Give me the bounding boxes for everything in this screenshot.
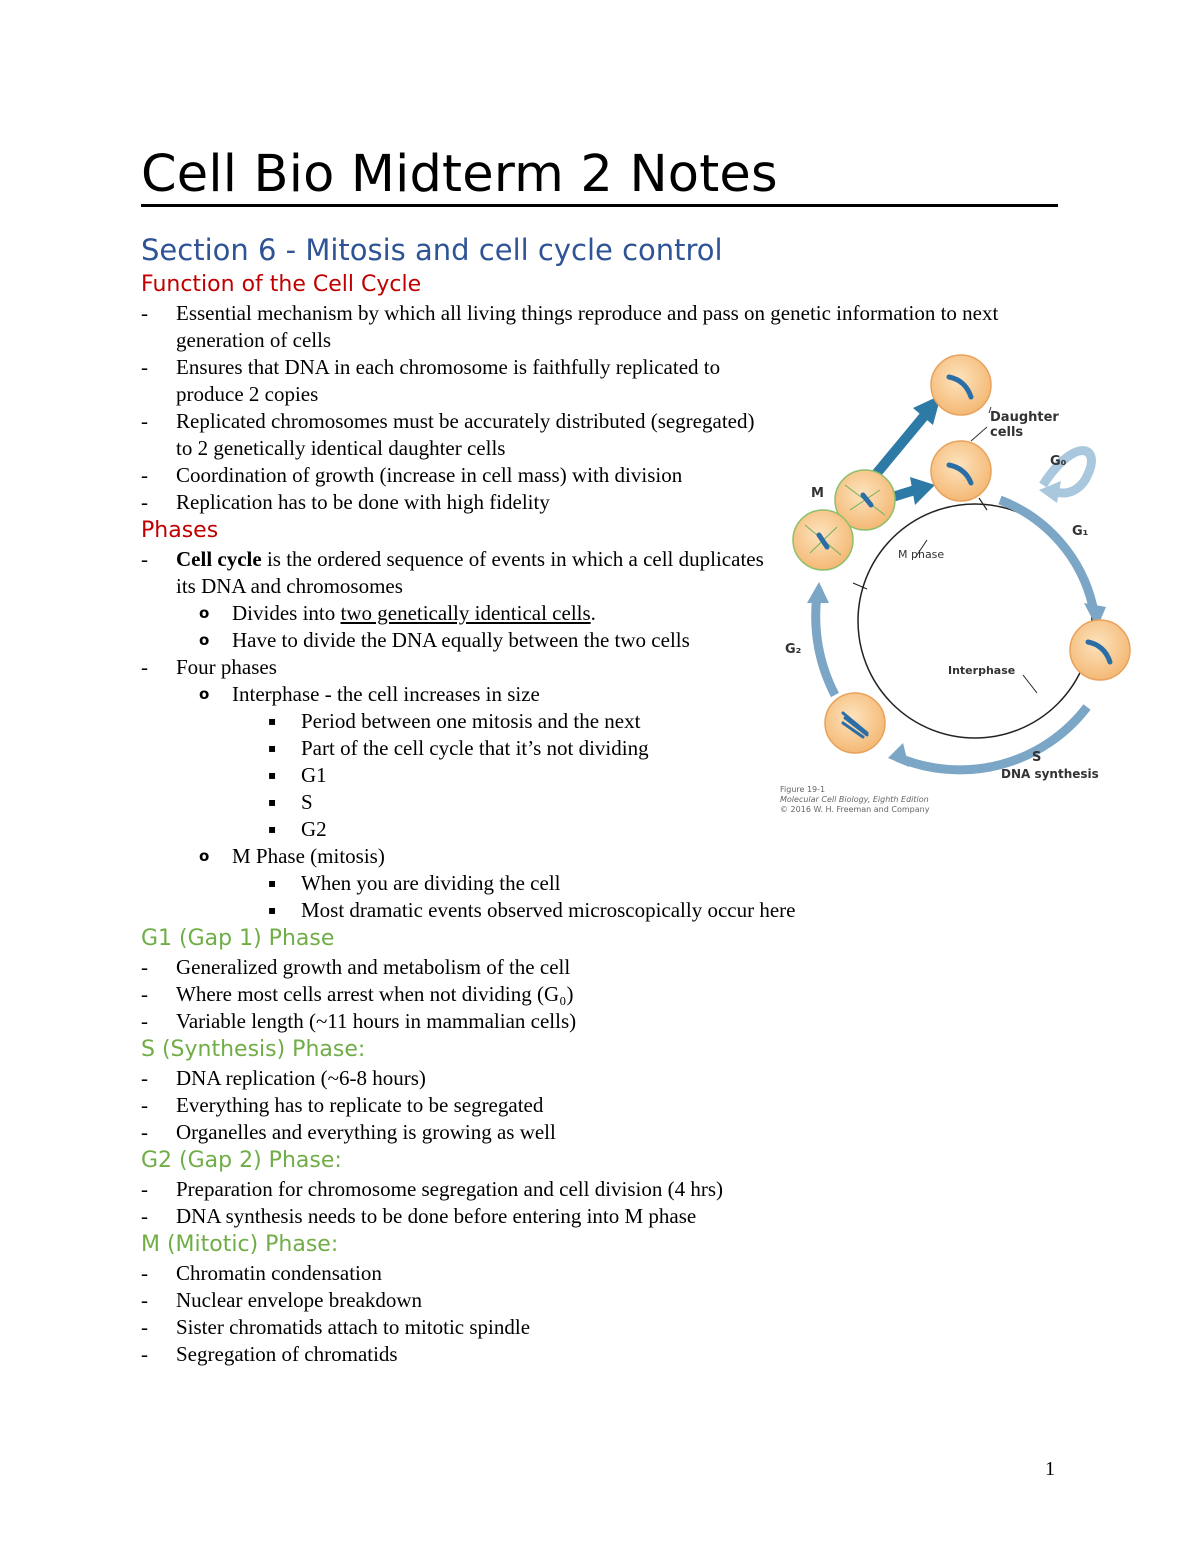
s-phase-cell: [825, 693, 885, 753]
item-text: is the ordered sequence of events in which a cell duplicates its DNA and chromosomes: [176, 547, 764, 598]
bullet-marker: ▪: [268, 903, 277, 917]
item-text: DNA synthesis needs to be done before entering into M phase: [176, 1204, 697, 1228]
subheading: Function of the Cell Cycle: [141, 272, 422, 297]
item-text: Organelles and everything is growing as well: [176, 1120, 556, 1144]
bullet-marker: -: [141, 1177, 148, 1201]
label-daughter: Daughter: [990, 410, 1059, 425]
list-item: [141, 870, 1071, 897]
bullet-marker: -: [141, 1204, 148, 1228]
list-item: [141, 1203, 1071, 1230]
item-text: Segregation of chromatids: [176, 1342, 398, 1366]
list-item: [141, 1341, 1071, 1368]
list-item: [141, 1065, 1071, 1092]
list-item: [141, 408, 766, 462]
list-item: [141, 897, 1071, 924]
item-text: Preparation for chromosome segregation and cell division (4 hrs): [176, 1177, 724, 1201]
division-arrowhead-lower: [910, 477, 935, 505]
bullet-marker: -: [141, 301, 148, 325]
list-item: [141, 954, 1071, 981]
item-text: Essential mechanism by which all living things reproduce and pass on genetic information to next generation of cells: [176, 301, 999, 352]
daughter-cell-top: [931, 355, 991, 415]
list-item: [141, 981, 1071, 1008]
cycle-arrow-s: [897, 707, 1087, 770]
bullet-marker: o: [199, 604, 210, 622]
item-text: Divides into: [232, 601, 341, 625]
bullet-marker: ▪: [268, 822, 277, 836]
label-m-phase: M phase: [898, 548, 945, 561]
mitotic-cell: [793, 470, 895, 570]
list-item: [141, 1119, 1071, 1146]
list-item: [141, 354, 766, 408]
item-text: Sister chromatids attach to mitotic spindle: [176, 1315, 531, 1339]
bullet-marker: -: [141, 982, 148, 1006]
bold-term: Cell cycle: [176, 547, 262, 571]
item-text-after: .: [590, 601, 596, 625]
item-text: Period between one mitosis and the next: [301, 709, 641, 733]
list-item: [141, 489, 766, 516]
figure-caption-1: Figure 19-1: [780, 785, 826, 794]
list-item: [141, 1008, 1071, 1035]
m-phase-tick-left: [853, 583, 867, 589]
label-g1: G₁: [1072, 524, 1089, 539]
bullet-marker: ▪: [268, 876, 277, 890]
label-m: M: [811, 486, 824, 501]
item-text: Everything has to replicate to be segregated: [176, 1093, 544, 1117]
cycle-arrow-g2: [816, 595, 835, 695]
item-text: Generalized growth and metabolism of the cell: [176, 955, 571, 979]
label-interphase: Interphase: [948, 664, 1016, 677]
cycle-arrowhead-s: [888, 743, 909, 767]
item-text: G2: [301, 817, 327, 841]
item-text: Nuclear envelope breakdown: [176, 1288, 423, 1312]
bullet-marker: ▪: [268, 714, 277, 728]
item-text: Part of the cell cycle that it’s not dividing: [301, 736, 649, 760]
bullet-marker: -: [141, 955, 148, 979]
document-title: Cell Bio Midterm 2 Notes: [141, 145, 778, 204]
bullet-marker: -: [141, 1009, 148, 1033]
subheading: G1 (Gap 1) Phase: [141, 926, 335, 951]
bullet-marker: -: [141, 547, 148, 571]
item-text: S: [301, 790, 313, 814]
bullet-marker: -: [141, 1093, 148, 1117]
item-text: Four phases: [176, 655, 277, 679]
bullet-marker: -: [141, 463, 148, 487]
item-text: DNA replication (~6-8 hours): [176, 1066, 426, 1090]
bullet-marker: o: [199, 847, 210, 865]
bullet-marker: -: [141, 1261, 148, 1285]
item-text: Chromatin condensation: [176, 1261, 382, 1285]
page-number: 1: [1045, 1458, 1055, 1480]
cycle-arrowhead-g2: [807, 582, 829, 603]
bullet-marker: -: [141, 1066, 148, 1090]
subheading: G2 (Gap 2) Phase:: [141, 1148, 342, 1173]
cycle-arrow-g1: [1000, 500, 1093, 607]
list-item: [141, 546, 766, 600]
label-dna-synthesis: DNA synthesis: [1001, 767, 1099, 781]
bullet-marker: -: [141, 655, 148, 679]
item-text: When you are dividing the cell: [301, 871, 561, 895]
item-text: Where most cells arrest when not dividing (G₀): [176, 982, 574, 1006]
bullet-marker: -: [141, 1288, 148, 1312]
bullet-marker: -: [141, 1315, 148, 1339]
item-text: Ensures that DNA in each chromosome is faithfully replicated to produce 2 copies: [176, 355, 721, 406]
item-text: Have to divide the DNA equally between the two cells: [232, 628, 690, 652]
label-cells: cells: [990, 425, 1024, 440]
list-item: [141, 1314, 1071, 1341]
item-text: Most dramatic events observed microscopically occur here: [301, 898, 796, 922]
cell-cycle-figure: [775, 345, 1135, 820]
list-item: [141, 1287, 1071, 1314]
bullet-marker: -: [141, 490, 148, 514]
interphase-pointer: [1023, 675, 1037, 693]
item-text: Replicated chromosomes must be accurately distributed (segregated) to 2 genetically identical daughter cells: [176, 409, 755, 460]
daughter-pointer-2: [971, 427, 987, 441]
item-text: G1: [301, 763, 327, 787]
list-item: [141, 1176, 1071, 1203]
bullet-marker: -: [141, 355, 148, 379]
bullet-marker: -: [141, 409, 148, 433]
figure-caption-2: Molecular Cell Biology, Eighth Edition: [780, 795, 929, 804]
bullet-marker: ▪: [268, 768, 277, 782]
underlined-text: two genetically identical cells: [340, 601, 591, 625]
section-heading: Section 6 - Mitosis and cell cycle control: [141, 233, 723, 267]
bullet-marker: -: [141, 1342, 148, 1366]
list-item: [141, 843, 1071, 870]
item-text: Replication has to be done with high fidelity: [176, 490, 550, 514]
item-text: Variable length (~11 hours in mammalian cells): [176, 1009, 577, 1033]
list-item: [141, 816, 1071, 843]
g1-cell: [1070, 620, 1130, 680]
subheading: Phases: [141, 518, 219, 543]
label-g2: G₂: [785, 642, 802, 657]
label-s: S: [1032, 750, 1042, 765]
item-text: M Phase (mitosis): [232, 844, 385, 868]
list-item: [141, 1260, 1071, 1287]
list-item: [141, 462, 766, 489]
item-text: Coordination of growth (increase in cell mass) with division: [176, 463, 683, 487]
title-underline: [141, 204, 1058, 207]
figure-caption-3: © 2016 W. H. Freeman and Company: [780, 805, 930, 814]
daughter-cell-bottom: [931, 441, 991, 501]
bullet-marker: o: [199, 685, 210, 703]
item-text: Interphase - the cell increases in size: [232, 682, 540, 706]
bullet-marker: ▪: [268, 741, 277, 755]
subheading: M (Mitotic) Phase:: [141, 1232, 339, 1257]
bullet-marker: ▪: [268, 795, 277, 809]
subheading: S (Synthesis) Phase:: [141, 1037, 366, 1062]
bullet-marker: -: [141, 1120, 148, 1144]
label-g0: G₀: [1050, 454, 1067, 469]
bullet-marker: o: [199, 631, 210, 649]
list-item: [141, 1092, 1071, 1119]
